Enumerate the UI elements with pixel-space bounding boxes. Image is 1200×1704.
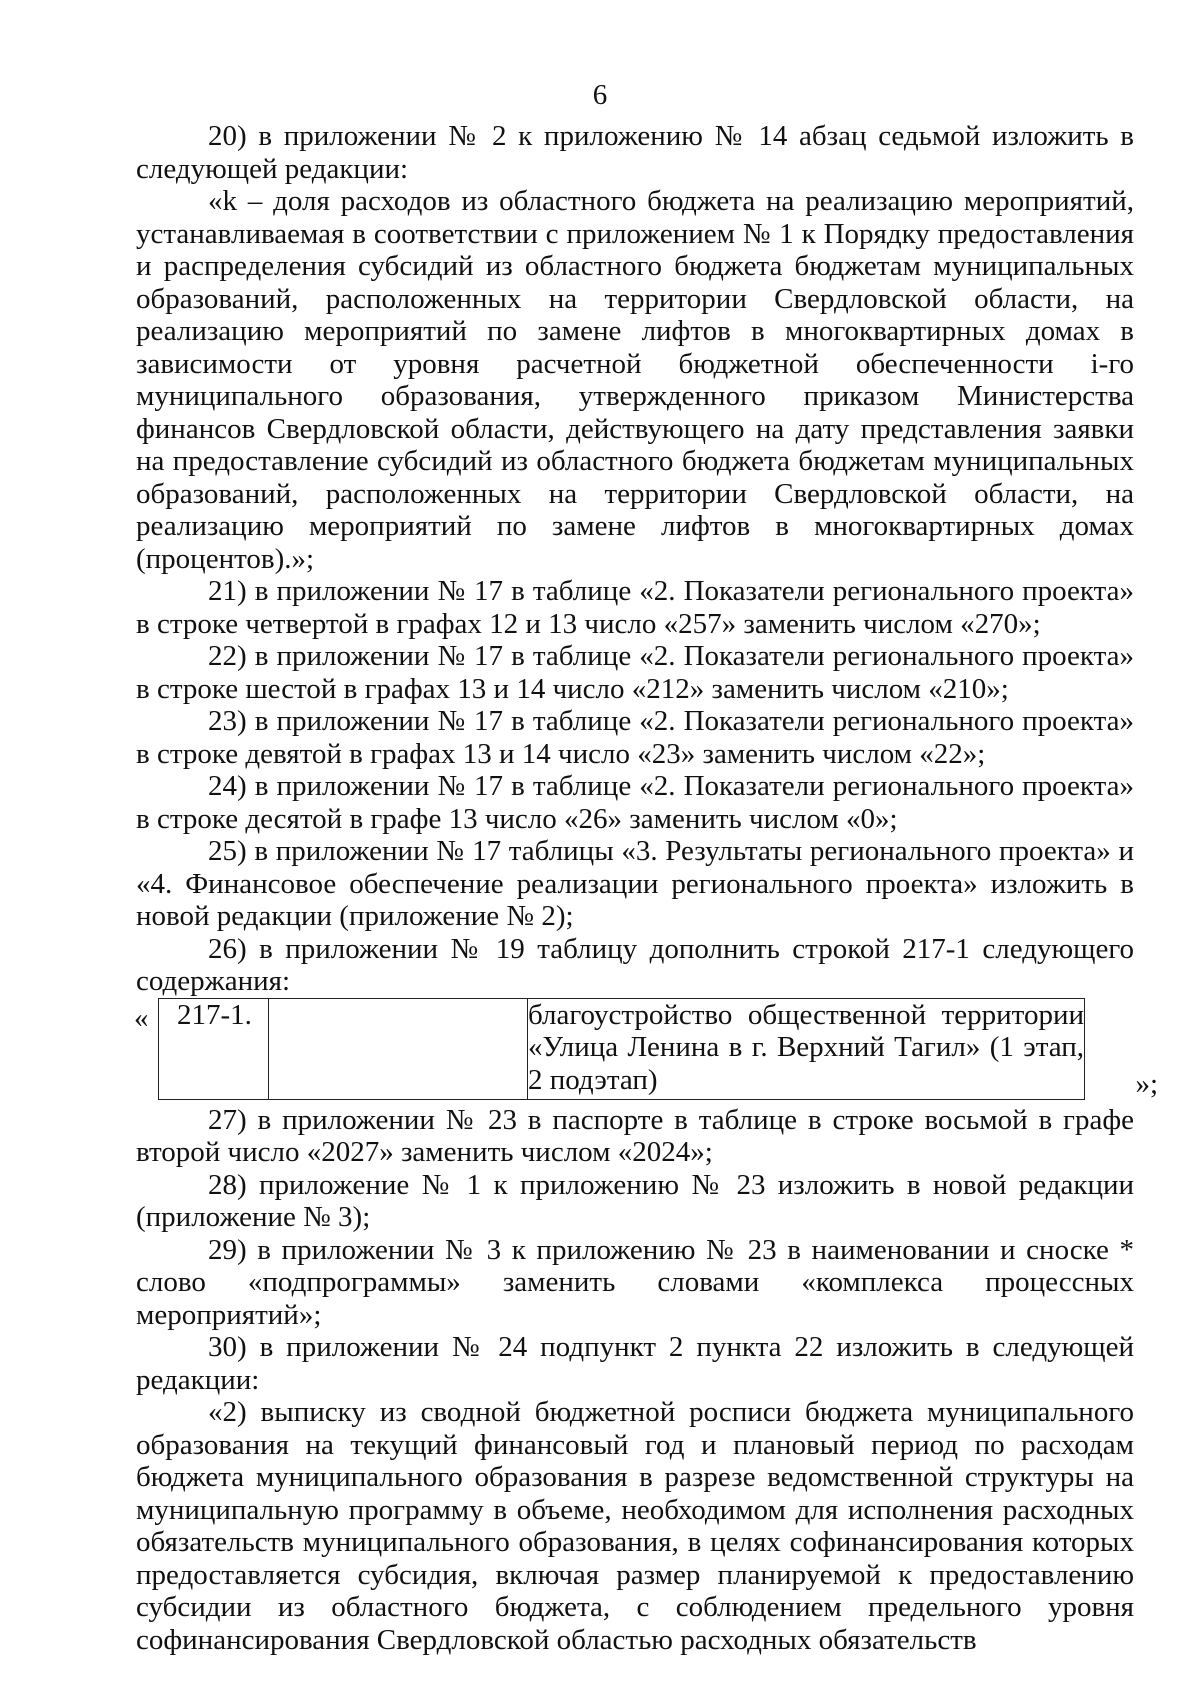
paragraph-30: 30) в приложении № 24 подпункт 2 пункта 22 изложить в следующей редакции: (136, 1331, 1134, 1396)
page-number: 6 (592, 79, 608, 111)
paragraph-24: 24) в приложении № 17 в таблице «2. Показатели регионального проекта» в строке десятой в графе 13 число «26» заменить числом «0»; (136, 770, 1134, 835)
paragraph-28: 28) приложение № 1 к приложению № 23 изложить в новой редакции (приложение № 3); (136, 1168, 1134, 1233)
paragraph-21: 21) в приложении № 17 в таблице «2. Показатели регионального проекта» в строке четвертой в графах 12 и 13 число «257» заменить числом «270»; (136, 575, 1134, 640)
row-description-cell: благоустройство общественной территории «Улица Ленина в г. Верхний Тагил» (1 этап, 2 подэтап) (528, 998, 1085, 1099)
inserted-table (158, 998, 1085, 1100)
paragraph-27: 27) в приложении № 23 в паспорте в таблице в строке восьмой в графе второй число «2027» заменить числом «2024»; (136, 1103, 1134, 1168)
paragraph-23: 23) в приложении № 17 в таблице «2. Показатели регионального проекта» в строке девятой в графах 13 и 14 число «23» заменить числом «22»; (136, 705, 1134, 770)
inserted-table-row (128, 998, 1158, 1104)
paragraph-25: 25) в приложении № 17 таблицы «3. Результаты регионального проекта» и «4. Финансовое обеспечение реализации регионального проекта» изложить в новой редакции (приложение № 2); (136, 835, 1134, 932)
paragraph-29: 29) в приложении № 3 к приложению № 23 в наименовании и сноске * слово «подпрограммы» заменить словами «комплекса процессных мероприятий»; (136, 1233, 1134, 1331)
paragraph-quote-2: «2) выписку из сводной бюджетной росписи бюджета муниципального образования на текущий финансовый год и плановый период по расходам бюджета муниципального образования в разрезе ведомственной структуры на муниципальную программу в объеме, необходимом для исполнения расходных обязательств муниципального образования, в целях софинансирования которых предоставляется субсидия, включая размер планируемой к предоставлению субсидии из областного бюджета, с соблюдением предельного уровня софинансирования Свердловской областью расходных обязательств (136, 1396, 1134, 1656)
paragraph-22: 22) в приложении № 17 в таблице «2. Показатели регионального проекта» в строке шестой в графах 13 и 14 число «212» заменить числом «210»; (136, 640, 1134, 705)
table-row (159, 998, 1085, 1099)
opening-quote: « (134, 1001, 149, 1034)
document-body (134, 120, 1158, 1656)
closing-quote: »; (1135, 1067, 1158, 1100)
paragraph-26: 26) в приложении № 19 таблицу дополнить строкой 217-1 следующего содержания: (136, 932, 1134, 997)
paragraph-20: 20) в приложении № 2 к приложению № 14 абзац седьмой изложить в следующей редакции: (136, 120, 1134, 185)
paragraph-quote-k: «k – доля расходов из областного бюджета на реализацию мероприятий, устанавливаемая в соответствии с приложением № 1 к Порядку предоставления и распределения субсидий из областного бюджета бюджетам муниципальных образований, расположенных на территории Свердловской области, на реализацию мероприятий по замене лифтов в многоквартирных домах в зависимости от уровня расчетной бюджетной обеспеченности i-го муниципального образования, утвержденного приказом Министерства финансов Свердловской области, действующего на дату представления заявки на предоставление субсидий из областного бюджета бюджетам муниципальных образований, расположенных на территории Свердловской области, на реализацию мероприятий по замене лифтов в многоквартирных домах (процентов).»; (136, 185, 1134, 575)
row-number-cell: 217-1. (159, 998, 269, 1099)
row-name-cell (269, 998, 528, 1099)
